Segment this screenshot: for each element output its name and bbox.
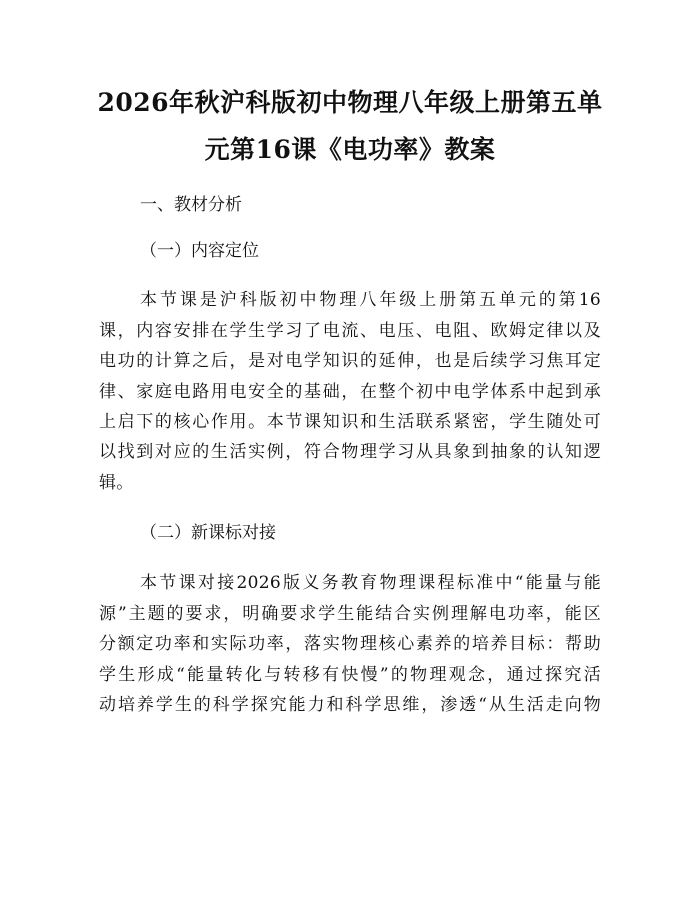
paragraph-1-line: 电功的计算之后，是对电学知识的延伸，也是后续学习焦耳定 [99, 351, 601, 371]
document-title-line-2: 元第16课《电功率》教案 [204, 135, 496, 164]
subsection-heading-curriculum-standard: （二）新课标对接 [140, 523, 276, 543]
paragraph-2-line: 分额定功率和实际功率，落实物理核心素养的培养目标：帮助 [99, 634, 601, 654]
paragraph-1-line: 上启下的核心作用。本节课知识和生活联系紧密，学生随处可 [99, 412, 601, 432]
paragraph-2-line: 学生形成“能量转化与转移有快慢”的物理观念，通过探究活 [99, 665, 601, 685]
paragraph-1-line: 课，内容安排在学生学习了电流、电压、电阻、欧姆定律以及 [99, 321, 601, 341]
subsection-heading-content-positioning: （一）内容定位 [140, 241, 259, 261]
paragraph-2-line: 源”主题的要求，明确要求学生能结合实例理解电功率，能区 [99, 604, 601, 624]
paragraph-1-line: 以找到对应的生活实例，符合物理学习从具象到抽象的认知逻 [99, 442, 601, 462]
paragraph-1-line: 律、家庭电路用电安全的基础，在整个初中电学体系中起到承 [99, 382, 601, 402]
paragraph-2-line: 本节课对接2026版义务教育物理课程标准中“能量与能 [140, 573, 601, 593]
paragraph-1-line: 辑。 [99, 473, 134, 493]
document-title-line-1: 2026年秋沪科版初中物理八年级上册第五单 [97, 88, 603, 117]
paragraph-2-line: 动培养学生的科学探究能力和科学思维，渗透“从生活走向物 [99, 695, 601, 715]
section-heading-textbook-analysis: 一、教材分析 [140, 195, 242, 215]
paragraph-1-line: 本节课是沪科版初中物理八年级上册第五单元的第16 [140, 290, 601, 310]
